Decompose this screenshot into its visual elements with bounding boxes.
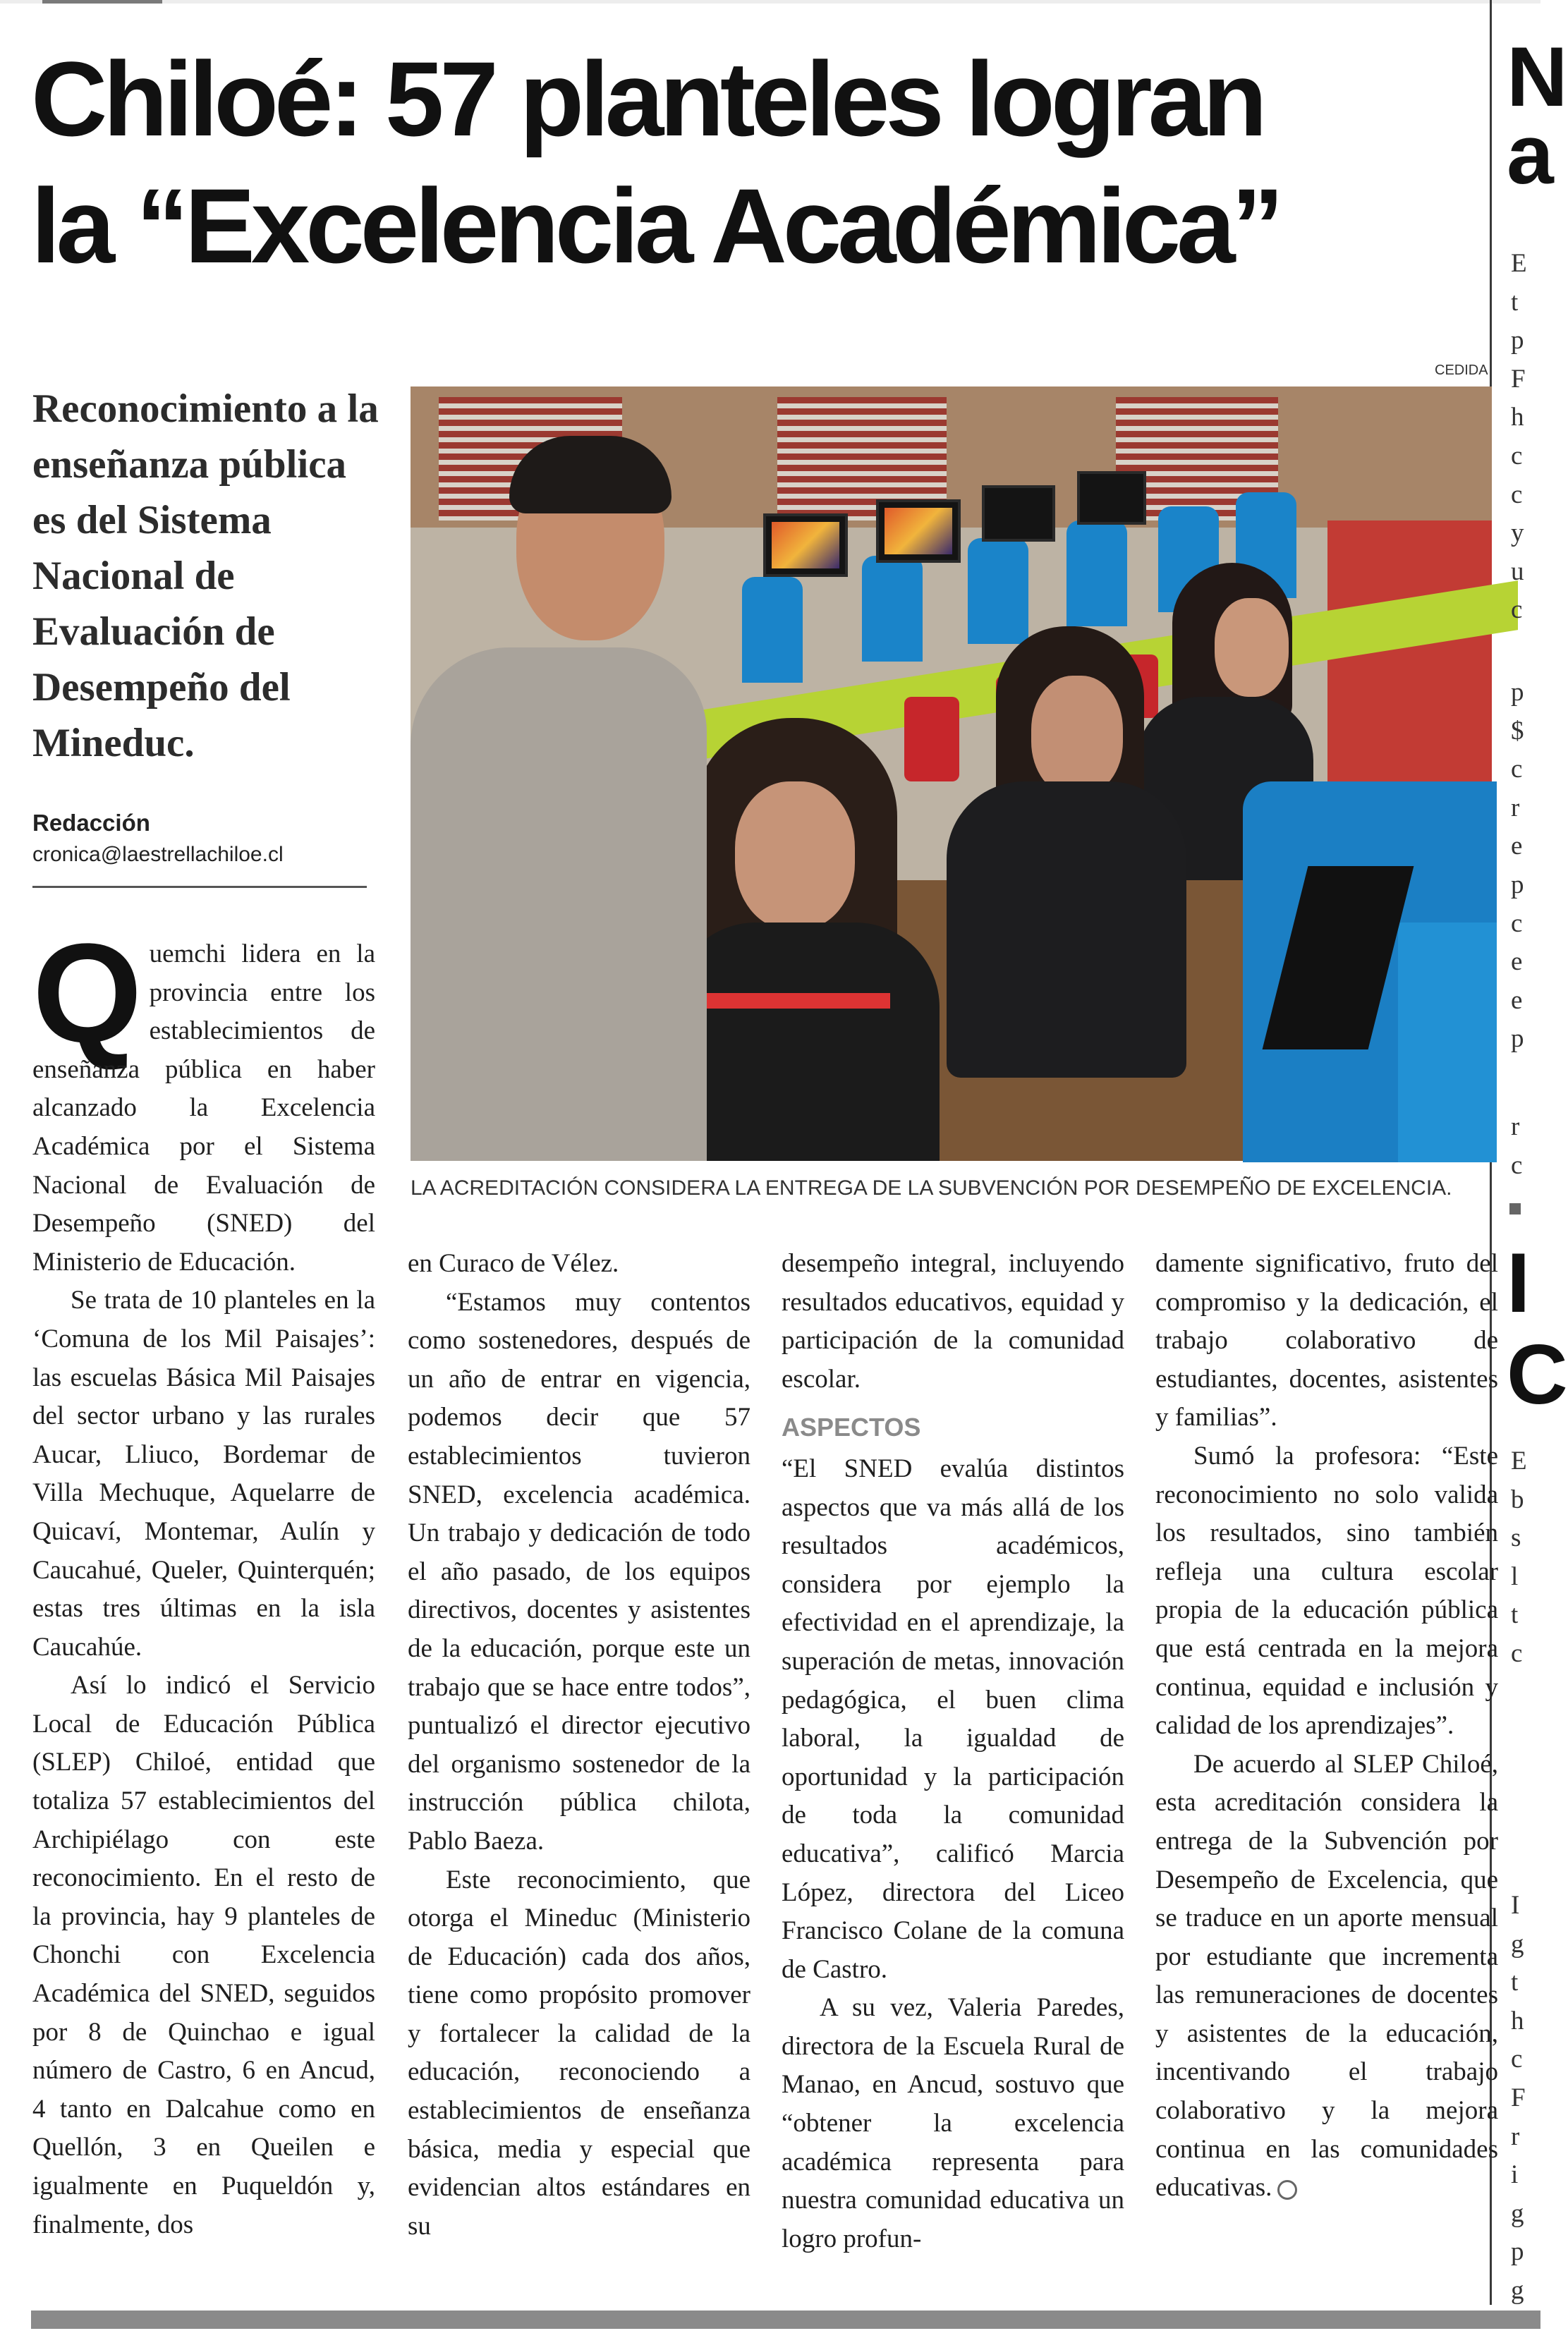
next-text-fragment: c bbox=[1511, 2045, 1523, 2074]
photo-monitor bbox=[763, 513, 848, 577]
headline-line-1: Chiloé: 57 planteles logran bbox=[31, 39, 1263, 158]
headline-line-2: la “Excelencia Académica” bbox=[31, 166, 1280, 285]
body-paragraph: Este reconocimiento, que otorga el Mineduc (Ministerio de Educación) cada dos años, tiene como propósito promover y fortalecer la calidad de la educación, reconociendo a establecimientos de enseñanza básica, media y especial que evidencian altos estándares en su bbox=[408, 1865, 750, 2241]
body-paragraph: “Estamos muy contentos como sostenedores, después de un año de entrar en vigencia, podemos decir que 57 establecimientos tuvieron SNED, excelencia académica. Un trabajo y dedicación de todo el año pasado, de los equipos directivos, docentes y asistentes de la educación, porque este un trabajo que se hace entre todos”, puntualizó el director ejecutivo del organismo sostenedor de la instrucción pública chilota, Pablo Baeza. bbox=[408, 1287, 750, 1856]
next-text-fragment: p bbox=[1511, 326, 1524, 355]
photo-teacher-hair bbox=[509, 436, 671, 513]
next-text-fragment: l bbox=[1511, 1561, 1519, 1591]
next-text-fragment: F bbox=[1511, 364, 1526, 394]
next-text-fragment: r bbox=[1511, 1112, 1520, 1141]
top-rule bbox=[0, 0, 1540, 4]
body-paragraph: A su vez, Valeria Paredes, directora de la Escuela Rural de Manao, en Ancud, sostuvo que “obtener la excelencia académica representa para nuestra comunidad educativa un logro profun- bbox=[782, 1993, 1124, 2253]
next-text-fragment: c bbox=[1511, 442, 1523, 470]
photo-chair bbox=[904, 697, 959, 781]
next-text-fragment: g bbox=[1511, 2276, 1524, 2305]
photo-student-face bbox=[1031, 676, 1123, 796]
photo-student-body bbox=[947, 781, 1186, 1078]
next-text-fragment: $ bbox=[1511, 716, 1524, 745]
next-text-fragment: c bbox=[1511, 1639, 1523, 1668]
next-headline-fragment: I bbox=[1507, 1236, 1531, 1330]
byline-separator bbox=[32, 886, 367, 888]
next-article-marker bbox=[1509, 1203, 1521, 1214]
photo-red-wall bbox=[1327, 520, 1492, 817]
headline bbox=[31, 35, 1484, 289]
top-rule-accent bbox=[42, 0, 162, 4]
section-subhead: ASPECTOS bbox=[782, 1413, 921, 1442]
article-photo bbox=[411, 386, 1492, 1161]
next-text-fragment: h bbox=[1511, 403, 1524, 432]
lede: Reconocimiento a la enseñanza pública es del Sistema Nacional de Evaluación de Desempeño del Mineduc. bbox=[32, 386, 379, 765]
body-paragraph: desempeño integral, incluyendo resultados educativos, equidad y participación de la comunidad escolar. bbox=[782, 1249, 1124, 1394]
body-text: uemchi lidera en la provincia entre los establecimientos de enseñanza pública en haber alcanzado la Excelencia Académica por el Sistema Nacional de Evaluación de Desempeño (SNED) del Ministerio de Educación. bbox=[32, 939, 375, 1277]
body-paragraph: “El SNED evalúa distintos aspectos que va más allá de los resultados académicos, considera por ejemplo la efectividad en el aprendizaje, la superación de metas, innovación pedagógica, el buen clima laboral, la igualdad de oportunidad y la participación de toda la comunidad educativa”, calificó Marcia López, directora del Liceo Francisco Colane de la comuna de Castro. bbox=[782, 1454, 1124, 1984]
photo-teacher-body bbox=[411, 647, 707, 1161]
next-text-fragment: p bbox=[1511, 1024, 1524, 1054]
next-text-fragment: r bbox=[1511, 793, 1520, 822]
next-text-fragment: e bbox=[1511, 985, 1523, 1015]
photo-caption: LA ACREDITACIÓN CONSIDERA LA ENTREGA DE LA SUBVENCIÓN POR DESEMPEÑO DE EXCELENCIA. bbox=[411, 1176, 1452, 1200]
next-text-fragment: u bbox=[1511, 556, 1524, 586]
body-paragraph: en Curaco de Vélez. bbox=[408, 1249, 619, 1278]
next-text-fragment: I bbox=[1511, 1891, 1520, 1920]
body-paragraph: Así lo indicó el Servicio Local de Educación Pública (SLEP) Chiloé, entidad que totaliza 57 establecimientos del Archipiélago con este reconocimiento. En el resto de la provincia, hay 9 planteles de Chonchi con Excelencia Académica del SNED, seguidos por 8 de Quinchao e igual número de Castro, 6 en Ancud, 4 tanto en Dalcahue como en Quellón, 3 en Queilen e igualmente en Puqueldón y, finalmente, dos bbox=[32, 1671, 375, 2239]
body-paragraph: damente significativo, fruto del compromiso y la dedicación, el trabajo colaborativo de estudiantes, docentes, asistentes y familias”. bbox=[1155, 1249, 1498, 1432]
body-column-4 bbox=[1155, 1245, 1498, 2208]
body-text: De acuerdo al SLEP Chiloé, esta acreditación considera la entrega de la Subvención por Desempeño de Excelencia, que se traduce en un aporte mensual por estudiante que incrementa las remuneraciones de docentes y asistentes de la educación, incentivando el trabajo colaborativo y la mejora continua en las comunidades educativas. bbox=[1155, 1749, 1498, 2203]
next-text-fragment: E bbox=[1511, 1447, 1527, 1475]
photo-cubicle bbox=[1066, 520, 1127, 626]
next-text-fragment: b bbox=[1511, 1485, 1524, 1514]
photo-front-cubicle bbox=[1398, 923, 1497, 1162]
next-text-fragment: p bbox=[1511, 870, 1524, 899]
byline-author: Redacción bbox=[32, 810, 150, 836]
photo-student-face bbox=[1215, 598, 1289, 697]
photo-cubicle bbox=[742, 577, 803, 683]
photo-monitor bbox=[982, 485, 1055, 542]
photo-cubicle bbox=[862, 556, 923, 662]
drop-cap: Q bbox=[32, 915, 142, 1072]
next-text-fragment: e bbox=[1511, 832, 1523, 861]
bottom-rule bbox=[31, 2311, 1540, 2329]
next-text-fragment: c bbox=[1511, 908, 1523, 938]
next-text-fragment: t bbox=[1511, 1968, 1519, 1997]
next-headline-fragment: C bbox=[1507, 1327, 1568, 1422]
next-text-fragment: r bbox=[1511, 2121, 1520, 2151]
body-column-2 bbox=[408, 1245, 750, 2246]
next-text-fragment: g bbox=[1511, 1929, 1524, 1959]
next-headline-fragment: N bbox=[1507, 30, 1568, 124]
next-text-fragment: F bbox=[1511, 2083, 1526, 2112]
next-text-fragment: h bbox=[1511, 2006, 1524, 2035]
next-text-fragment: p bbox=[1511, 678, 1524, 707]
body-paragraph: Sumó la profesora: “Este reconocimiento no solo valida los resultados, sino también refleja una cultura escolar propia de la educación pública que está centrada en la mejora continua, equidad e inclusión y calidad de los aprendizajes”. bbox=[1155, 1441, 1498, 1741]
next-text-fragment: p bbox=[1511, 2237, 1524, 2267]
next-text-fragment: c bbox=[1511, 595, 1523, 625]
body-paragraph bbox=[1155, 1746, 1498, 2208]
byline-email: cronica@laestrellachiloe.cl bbox=[32, 843, 284, 866]
next-text-fragment: g bbox=[1511, 2198, 1524, 2228]
body-paragraph bbox=[32, 915, 375, 1281]
next-article-edge bbox=[1502, 0, 1568, 2305]
next-text-fragment: E bbox=[1511, 249, 1527, 278]
next-text-fragment: t bbox=[1511, 287, 1519, 317]
next-text-fragment: s bbox=[1511, 1523, 1521, 1553]
next-text-fragment: i bbox=[1511, 2160, 1519, 2190]
photo-credit: CEDIDA bbox=[1435, 363, 1488, 378]
next-text-fragment: c bbox=[1511, 480, 1523, 509]
next-text-fragment: e bbox=[1511, 947, 1523, 977]
next-text-fragment: y bbox=[1511, 518, 1524, 548]
body-paragraph: Se trata de 10 planteles en la ‘Comuna de los Mil Paisajes’: las escuelas Básica Mil Paisajes del sector urbano y las rurales Aucar, Lliuco, Bordemar de Villa Mechuque, Aquelarre de Quicaví, Montemar, Aulín y Caucahué, Queler, Quinterquén; estas tres últimas en la isla Caucahúe. bbox=[32, 1286, 375, 1662]
photo-jacket-stripe bbox=[707, 993, 890, 1009]
next-headline-fragment: a bbox=[1507, 107, 1554, 202]
next-text-fragment: c bbox=[1511, 755, 1523, 784]
photo-monitor bbox=[1077, 471, 1146, 525]
next-text-fragment: t bbox=[1511, 1600, 1519, 1630]
photo-cubicle bbox=[968, 538, 1028, 644]
photo-student-face bbox=[735, 781, 855, 930]
photo-monitor bbox=[876, 499, 961, 563]
next-text-fragment: c bbox=[1511, 1150, 1523, 1180]
photo-student-body bbox=[671, 923, 940, 1161]
body-column-3 bbox=[782, 1245, 1124, 2258]
body-column-1 bbox=[32, 915, 375, 2244]
end-of-article-icon bbox=[1277, 2180, 1297, 2200]
